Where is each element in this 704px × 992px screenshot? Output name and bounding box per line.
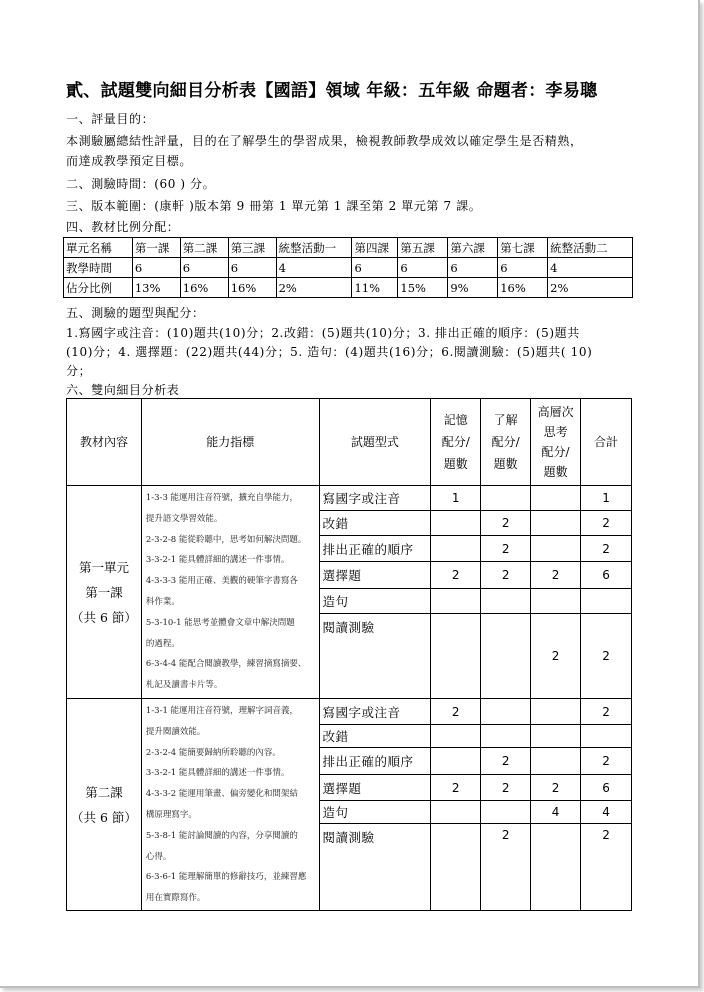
section-5-line-1: 1.寫國字或注音：(10)題共(10)分；2.改錯：(5)題共(10)分；3. 排出正確的順序：(5)題共: [66, 326, 580, 340]
unit-1-content: [67, 486, 142, 699]
memory-cell: [431, 536, 481, 562]
total-cell: [581, 725, 632, 748]
ability-line: 札記及讀書卡片等。: [145, 680, 223, 691]
unit-1-abilities: [141, 486, 319, 699]
ability-line: 4-3-3-3 能用正確、美觀的硬筆字書寫各: [145, 576, 298, 587]
ability-line: 的過程。: [145, 638, 180, 649]
ability-line: 5-3-10-1 能思考並體會文章中解決問題: [145, 617, 295, 628]
analysis-header-row: [67, 399, 632, 486]
memory-cell: [431, 824, 481, 911]
memory-cell: [431, 725, 481, 748]
ability-line: 5-3-8-1 能討論閱讀的內容，分享閱讀的: [145, 830, 298, 841]
format-cell: 寫國字或注音: [319, 486, 431, 511]
format-cell: 寫國字或注音: [319, 699, 431, 725]
format-cell: 選擇題: [319, 775, 431, 801]
proportion-row-score-ratio: [64, 278, 633, 298]
unit-2-content: [67, 699, 142, 911]
unit-2-abilities: [141, 699, 319, 911]
higher-cell: [531, 486, 581, 511]
understand-cell: 2: [481, 562, 531, 589]
total-cell: 2: [581, 511, 632, 536]
header-understand-line: 配分/: [491, 435, 520, 449]
proportion-cell: 2%: [548, 278, 633, 298]
section-3-version-range: 三、版本範圍：(康軒 )版本第 9 冊第 1 單元第 1 課至第 2 單元第 7 課。: [66, 199, 482, 213]
ability-line: 6-3-6-1 能理解簡單的修辭技巧，並練習應: [145, 872, 307, 883]
format-cell: 閱讀測驗: [319, 824, 431, 911]
header-understand-line: 題數: [493, 457, 518, 471]
header-format: 試題型式: [319, 399, 431, 486]
table-row: [67, 699, 632, 725]
section-1-heading: 一、評量目的：: [66, 112, 155, 126]
unit-content-line: （共 6 節）: [70, 809, 137, 825]
proportion-header-row: [64, 238, 633, 258]
header-memory-line: 題數: [443, 457, 468, 471]
proportion-cell: 11%: [352, 278, 398, 298]
ability-line: 1-3-1 能運用注音符號，理解字詞音義，: [145, 706, 299, 716]
understand-cell: 2: [481, 775, 531, 801]
format-cell: 改錯: [319, 511, 431, 536]
unit-content-line: （共 6 節）: [70, 609, 137, 625]
understand-cell: [481, 725, 531, 748]
proportion-cell: 6: [228, 258, 276, 278]
format-cell: 排出正確的順序: [319, 748, 431, 775]
proportion-cell: 2%: [276, 278, 352, 298]
header-memory-line: 配分/: [441, 435, 470, 449]
total-cell: 2: [581, 824, 632, 911]
total-cell: 2: [581, 536, 632, 562]
header-understand: [481, 399, 531, 486]
total-cell: 2: [581, 748, 632, 775]
understand-cell: 2: [481, 748, 531, 775]
format-cell: 改錯: [319, 725, 431, 748]
memory-cell: 2: [431, 699, 481, 725]
memory-cell: 1: [431, 486, 481, 511]
total-cell: 4: [581, 801, 632, 824]
proportion-header-cell: 第三課: [228, 238, 276, 258]
section-5-heading: 五、測驗的題型與配分：: [66, 306, 205, 320]
understand-cell: [481, 801, 531, 824]
header-memory-line: 記憶: [443, 413, 468, 427]
ability-line: 心得。: [145, 851, 172, 862]
ability-line: 4-3-3-2 能運用筆畫、偏旁變化和間架結: [145, 789, 298, 800]
section-1-text-line-1: 本測驗屬總結性評量，目的在了解學生的學習成果，檢視教師教學成效以確定學生是否精熟，: [66, 134, 583, 148]
header-higher: [531, 399, 581, 486]
unit-content-line: 第一課: [85, 584, 123, 600]
proportion-row-label: 教學時間: [64, 258, 133, 278]
proportion-cell: 16%: [498, 278, 548, 298]
memory-cell: [431, 614, 481, 699]
header-higher-line: 高層次: [537, 405, 574, 419]
total-cell: 1: [581, 486, 632, 511]
header-higher-line: 配分/: [541, 445, 570, 459]
section-1-text-line-2: 而達成教學預定目標。: [66, 154, 193, 168]
section-2-test-time: 二、測驗時間：(60 ) 分。: [66, 177, 216, 191]
memory-cell: [431, 589, 481, 614]
unit-content-line: 第一單元: [78, 559, 129, 575]
memory-cell: 2: [431, 775, 481, 801]
proportion-header-cell: 第六課: [448, 238, 498, 258]
ability-line: 3-3-2-1 能具體詳細的講述一件事情。: [145, 555, 290, 566]
understand-cell: [481, 699, 531, 725]
ability-line: 提升語文學習效能。: [145, 513, 223, 524]
format-cell: 閱讀測驗: [319, 614, 431, 699]
higher-cell: 2: [531, 775, 581, 801]
unit-content-line: 第二課: [85, 784, 123, 800]
understand-cell: [481, 589, 531, 614]
higher-cell: [531, 824, 581, 911]
higher-cell: [531, 699, 581, 725]
format-cell: 造句: [319, 801, 431, 824]
section-5-line-2: (10)分；4. 選擇題：(22)題共(44)分；5. 造句：(4)題共(16)分；6.閱讀測驗：(5)題共( 10): [66, 345, 593, 359]
proportion-cell: 6: [498, 258, 548, 278]
ability-line: 科作業。: [145, 596, 180, 607]
total-cell: 2: [581, 614, 632, 699]
proportion-header-cell: 統整活動一: [276, 238, 352, 258]
format-cell: 造句: [319, 589, 431, 614]
memory-cell: 2: [431, 562, 481, 589]
ability-line: 1-3-3 能運用注音符號，擴充自學能力，: [145, 493, 299, 503]
memory-cell: [431, 748, 481, 775]
proportion-cell: 16%: [228, 278, 276, 298]
ability-line: 2-3-2-4 能簡要歸納所聆聽的內容。: [145, 747, 281, 758]
format-cell: 選擇題: [319, 562, 431, 589]
proportion-row-label: 佔分比例: [64, 278, 133, 298]
total-cell: 2: [581, 699, 632, 725]
ability-line: 用在實際寫作。: [145, 893, 206, 904]
total-cell: 6: [581, 775, 632, 801]
header-memory: [431, 399, 481, 486]
header-higher-line: 題數: [543, 465, 568, 479]
ability-line: 2-3-2-8 能從聆聽中，思考如何解決問題。: [145, 534, 307, 545]
ability-line: 提升閱讀效能。: [145, 726, 206, 737]
header-ability: 能力指標: [141, 399, 319, 486]
section-5-line-3: 分；: [66, 364, 92, 378]
proportion-cell: 4: [276, 258, 352, 278]
higher-cell: [531, 511, 581, 536]
proportion-header-cell: 第一課: [132, 238, 180, 258]
proportion-header-cell: 第七課: [498, 238, 548, 258]
section-6-heading: 六、雙向細目分析表: [66, 383, 180, 397]
memory-cell: [431, 801, 481, 824]
total-cell: 6: [581, 562, 632, 589]
proportion-header-cell: 第四課: [352, 238, 398, 258]
proportion-header-cell: 統整活動二: [548, 238, 633, 258]
proportion-header-cell: 第二課: [180, 238, 228, 258]
proportion-cell: 6: [398, 258, 448, 278]
header-content: 教材內容: [67, 399, 142, 486]
understand-cell: 2: [481, 536, 531, 562]
proportion-cell: 6: [132, 258, 180, 278]
proportion-cell: 4: [548, 258, 633, 278]
ability-line: 3-3-2-1 能具體詳細的講述一件事情。: [145, 768, 290, 779]
proportion-cell: 13%: [132, 278, 180, 298]
higher-cell: [531, 748, 581, 775]
header-understand-line: 了解: [493, 413, 518, 427]
higher-cell: 4: [531, 801, 581, 824]
higher-cell: 2: [531, 562, 581, 589]
memory-cell: [431, 511, 481, 536]
page-title: 貳、試題雙向細目分析表【國語】領域 年級：五年級 命題者：李易聰: [66, 81, 598, 101]
total-cell: [581, 589, 632, 614]
header-higher-line: 思考: [543, 425, 568, 439]
higher-cell: [531, 725, 581, 748]
header-total: 合計: [581, 399, 632, 486]
analysis-table: [66, 398, 632, 911]
proportion-cell: 9%: [448, 278, 498, 298]
section-4-heading: 四、教材比例分配：: [66, 220, 180, 234]
proportion-cell: 6: [352, 258, 398, 278]
proportion-header-cell: 第五課: [398, 238, 448, 258]
proportion-cell: 6: [448, 258, 498, 278]
understand-cell: [481, 486, 531, 511]
higher-cell: [531, 536, 581, 562]
table-row: [67, 486, 632, 511]
understand-cell: 2: [481, 824, 531, 911]
proportion-cell: 16%: [180, 278, 228, 298]
proportion-cell: 15%: [398, 278, 448, 298]
higher-cell: 2: [531, 614, 581, 699]
understand-cell: 2: [481, 511, 531, 536]
ability-line: 6-3-4-4 能配合閱讀教學，練習摘寫摘要、: [145, 659, 307, 670]
proportion-cell: 6: [180, 258, 228, 278]
proportion-table: [63, 237, 633, 298]
proportion-row-teaching-time: [64, 258, 633, 278]
proportion-header-cell: 單元名稱: [64, 238, 133, 258]
higher-cell: [531, 589, 581, 614]
format-cell: 排出正確的順序: [319, 536, 431, 562]
ability-line: 構原理寫字。: [145, 809, 197, 820]
understand-cell: [481, 614, 531, 699]
